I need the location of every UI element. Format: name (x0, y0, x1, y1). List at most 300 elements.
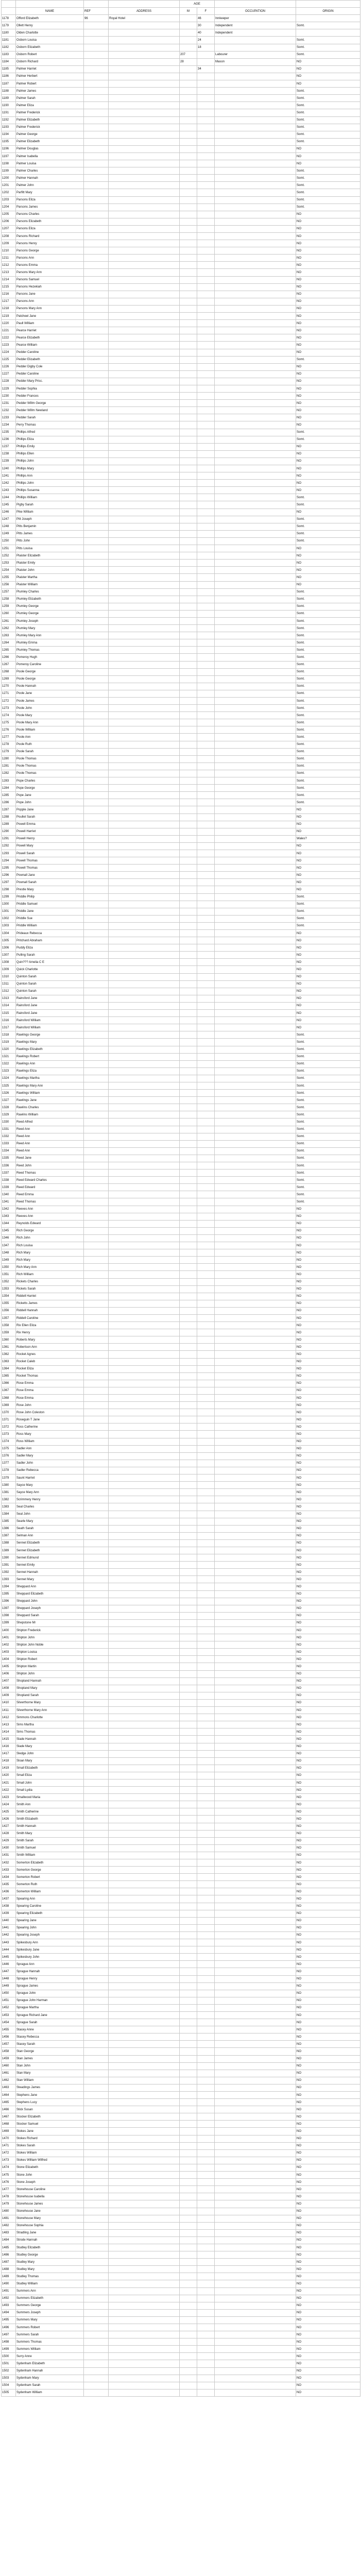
table-row (2, 1431, 360, 1438)
occupation-cell (215, 762, 296, 770)
name-cell: Sprague Richard Jane (16, 2011, 84, 2019)
origin-cell: NO (296, 1387, 360, 1394)
occupation-cell (215, 1198, 296, 1206)
origin-cell: NO (296, 1895, 360, 1903)
origin-cell: Somt. (296, 1126, 360, 1133)
address-cell (109, 857, 180, 865)
female-age-cell (197, 1750, 215, 1757)
male-age-cell (180, 668, 197, 675)
occupation-cell (215, 1852, 296, 1859)
address-cell (109, 1285, 180, 1293)
origin-cell: NO (296, 1801, 360, 1808)
origin-cell: NO (296, 1787, 360, 1794)
address-cell (109, 167, 180, 175)
row-id: 1262 (2, 625, 16, 632)
row-id: 1297 (2, 879, 16, 886)
table-row (2, 1372, 360, 1380)
address-cell (109, 922, 180, 929)
row-id: 1186 (2, 73, 16, 80)
occupation-cell (215, 647, 296, 654)
occupation-cell (215, 1395, 296, 1402)
row-id: 1213 (2, 269, 16, 276)
address-cell (109, 1634, 180, 1641)
table-row (2, 2106, 360, 2113)
male-age-cell (180, 617, 197, 624)
name-cell: Spearing John (16, 1924, 84, 1931)
male-age-cell (180, 1518, 197, 1525)
table-row (2, 262, 360, 269)
origin-cell: NO (296, 973, 360, 980)
ref-cell (84, 1844, 109, 1852)
occupation-cell (215, 2215, 296, 2222)
occupation-cell (215, 1619, 296, 1626)
male-age-cell (180, 647, 197, 654)
address-cell (109, 1569, 180, 1576)
name-cell: Stokes William (16, 2149, 84, 2157)
male-age-cell (180, 1997, 197, 2004)
origin-cell: NO (296, 2164, 360, 2171)
male-age-cell (180, 175, 197, 182)
female-age-cell (197, 2084, 215, 2091)
male-age-cell (180, 1692, 197, 1699)
female-age-cell (197, 2316, 215, 2324)
name-cell: Priddle Philip (16, 893, 84, 901)
occupation-cell (215, 596, 296, 603)
ref-cell (84, 2106, 109, 2113)
name-cell: Sennet Elizabeth (16, 1539, 84, 1547)
origin-cell: NO (296, 1271, 360, 1278)
row-id: 1412 (2, 1714, 16, 1721)
origin-cell: Somt. (296, 712, 360, 719)
row-id: 1275 (2, 719, 16, 726)
table-row (2, 1532, 360, 1539)
name-cell: Poole Mary (16, 712, 84, 719)
occupation-cell (215, 901, 296, 908)
address-cell (109, 1220, 180, 1227)
name-cell: Studley Elizabeth (16, 2244, 84, 2251)
name-cell: Plumley Joseph (16, 617, 84, 624)
origin-cell: NO (296, 334, 360, 342)
address-cell (109, 1808, 180, 1816)
name-cell: Rich George (16, 1227, 84, 1234)
table-row (2, 1699, 360, 1706)
table-row (2, 334, 360, 342)
address-cell (109, 726, 180, 734)
origin-cell: NO (296, 2273, 360, 2280)
ref-cell (84, 2077, 109, 2084)
origin-cell: NO (296, 2346, 360, 2353)
origin-cell: NO (296, 1554, 360, 1562)
name-cell: Phillips Ellen (16, 450, 84, 457)
name-cell: Parsons Jane (16, 291, 84, 298)
row-id: 1348 (2, 1249, 16, 1257)
male-age-cell (180, 734, 197, 741)
male-age-cell (180, 262, 197, 269)
occupation-cell (215, 1133, 296, 1140)
male-age-cell (180, 1155, 197, 1162)
male-age-cell (180, 952, 197, 959)
male-age-cell (180, 2338, 197, 2346)
name-cell: Sims Thomas (16, 1728, 84, 1736)
ref-cell (84, 1395, 109, 1402)
row-id: 1490 (2, 2280, 16, 2287)
name-cell: Palmer Harriet (16, 65, 84, 73)
row-id: 1421 (2, 1779, 16, 1786)
origin-cell: NO (296, 872, 360, 879)
ref-cell (84, 560, 109, 567)
name-cell: Pearce Harriet (16, 327, 84, 334)
name-cell: Rawlings Ann (16, 1060, 84, 1067)
address-cell (109, 879, 180, 886)
row-id: 1482 (2, 2222, 16, 2229)
male-age-cell (180, 2266, 197, 2273)
table-row (2, 821, 360, 828)
table-row (2, 1685, 360, 1692)
row-id: 1492 (2, 2295, 16, 2302)
occupation-cell (215, 1910, 296, 1917)
female-age-cell (197, 1917, 215, 1924)
ref-cell (84, 1554, 109, 1562)
ref-cell (84, 893, 109, 901)
row-id: 1484 (2, 2236, 16, 2244)
address-cell (109, 690, 180, 697)
table-row (2, 647, 360, 654)
female-age-cell (197, 1198, 215, 1206)
table-row (2, 1728, 360, 1736)
name-cell: Sprague John (16, 1990, 84, 1997)
ref-cell (84, 305, 109, 312)
ref-cell (84, 770, 109, 777)
name-cell: Steadings James (16, 2084, 84, 2091)
occupation-cell (215, 690, 296, 697)
table-row (2, 1612, 360, 1619)
origin-cell: Somt. (296, 1060, 360, 1067)
ref-cell (84, 1147, 109, 1155)
table-row (2, 225, 360, 232)
table-row (2, 523, 360, 530)
ref-cell (84, 1692, 109, 1699)
ref-cell (84, 116, 109, 124)
occupation-cell (215, 1285, 296, 1293)
name-cell: Plumley George (16, 610, 84, 617)
table-row (2, 1598, 360, 1605)
male-age-cell (180, 37, 197, 44)
table-row (2, 1300, 360, 1307)
male-age-cell (180, 2092, 197, 2099)
male-age-cell (180, 1539, 197, 1547)
origin-cell: Somt. (296, 690, 360, 697)
female-age-cell (197, 320, 215, 327)
ref-cell (84, 131, 109, 138)
ref-cell (84, 2259, 109, 2266)
ref-cell (84, 1344, 109, 1351)
address-cell (109, 457, 180, 465)
occupation-cell (215, 1249, 296, 1257)
table-row (2, 1046, 360, 1053)
female-age-cell (197, 1547, 215, 1554)
female-age-cell (197, 58, 215, 65)
female-age-cell (197, 1525, 215, 1532)
address-cell (109, 1714, 180, 1721)
row-id: 1254 (2, 567, 16, 574)
female-age-cell (197, 937, 215, 944)
origin-cell: NO (296, 2193, 360, 2200)
name-cell: Plaister Martha (16, 574, 84, 581)
male-age-cell (180, 443, 197, 450)
origin-cell: NO (296, 2251, 360, 2259)
male-age-cell (180, 211, 197, 218)
occupation-cell (215, 2026, 296, 2033)
address-cell (109, 1583, 180, 1590)
male-age-cell (180, 2236, 197, 2244)
occupation-cell (215, 567, 296, 574)
female-age-cell (197, 560, 215, 567)
address-cell (109, 51, 180, 58)
occupation-cell (215, 1525, 296, 1532)
male-age-cell (180, 1816, 197, 1823)
male-age-cell (180, 770, 197, 777)
table-row (2, 1482, 360, 1489)
row-id: 1495 (2, 2316, 16, 2324)
male-age-cell (180, 370, 197, 378)
occupation-cell (215, 2055, 296, 2062)
occupation-cell (215, 828, 296, 835)
name-cell: Phillips Alfred (16, 429, 84, 436)
table-row (2, 2324, 360, 2331)
female-age-cell (197, 189, 215, 196)
occupation-cell (215, 2164, 296, 2171)
row-id: 1387 (2, 1532, 16, 1539)
ref-cell (84, 1060, 109, 1067)
occupation-cell (215, 821, 296, 828)
occupation-cell (215, 269, 296, 276)
address-cell (109, 581, 180, 588)
row-id: 1253 (2, 560, 16, 567)
table-row (2, 29, 360, 37)
table-row (2, 1757, 360, 1765)
name-cell: Stone Joseph (16, 2179, 84, 2186)
origin-cell: Somt. (296, 1147, 360, 1155)
female-age-cell (197, 1234, 215, 1242)
table-row (2, 690, 360, 697)
occupation-cell (215, 385, 296, 392)
occupation-cell (215, 124, 296, 131)
female-age-cell (197, 196, 215, 204)
name-cell: Poole Ann (16, 734, 84, 741)
occupation-cell (215, 1220, 296, 1227)
male-age-cell (180, 1634, 197, 1641)
name-cell: Rocket Thomas (16, 1372, 84, 1380)
female-age-cell (197, 1968, 215, 1975)
row-id: 1316 (2, 1017, 16, 1024)
name-cell: Poole Ruth (16, 741, 84, 748)
male-age-cell (180, 1946, 197, 1954)
male-age-cell (180, 480, 197, 487)
row-id: 1413 (2, 1721, 16, 1728)
table-row (2, 51, 360, 58)
occupation-header: OCCUPATION (215, 8, 296, 15)
ref-cell (84, 1162, 109, 1170)
ref-cell (84, 1423, 109, 1431)
occupation-cell (215, 393, 296, 400)
address-cell (109, 1677, 180, 1685)
ref-cell (84, 698, 109, 705)
name-cell: Pedder Sarah (16, 414, 84, 421)
address-cell (109, 1402, 180, 1409)
row-id: 1331 (2, 1126, 16, 1133)
origin-cell: NO (296, 2077, 360, 2084)
address-cell (109, 2208, 180, 2215)
male-age-cell (180, 2331, 197, 2338)
name-cell: Rich William (16, 1271, 84, 1278)
female-age-cell (197, 625, 215, 632)
male-age-cell (180, 1677, 197, 1685)
row-id: 1432 (2, 1859, 16, 1867)
occupation-cell (215, 305, 296, 312)
male-age-cell (180, 2128, 197, 2135)
male-age-cell (180, 2142, 197, 2149)
male-age-cell (180, 2208, 197, 2215)
origin-cell: NO (296, 291, 360, 298)
male-age-cell (180, 741, 197, 748)
table-row (2, 799, 360, 806)
row-id: 1500 (2, 2353, 16, 2360)
table-row (2, 1503, 360, 1511)
female-age-cell (197, 1097, 215, 1104)
row-id: 1270 (2, 683, 16, 690)
origin-cell: Somt. (296, 1067, 360, 1075)
male-age-cell (180, 44, 197, 51)
female-age-cell (197, 741, 215, 748)
table-row (2, 145, 360, 152)
table-row (2, 1794, 360, 1801)
address-cell (109, 1794, 180, 1801)
row-id: 1306 (2, 944, 16, 952)
origin-cell: NO (296, 363, 360, 370)
female-age-cell (197, 2149, 215, 2157)
name-cell: Sadler John (16, 1460, 84, 1467)
female-age-cell (197, 668, 215, 675)
ref-cell (84, 2179, 109, 2186)
row-id: 1325 (2, 1082, 16, 1089)
male-age-cell (180, 1336, 197, 1344)
table-row (2, 240, 360, 247)
origin-cell: NO (296, 262, 360, 269)
name-cell: Stocker Samuel (16, 2121, 84, 2128)
age-header: AGE (180, 1, 215, 8)
row-id: 1315 (2, 1010, 16, 1017)
address-cell (109, 2382, 180, 2389)
row-id: 1349 (2, 1257, 16, 1264)
name-cell: Priddle Jane (16, 908, 84, 915)
male-age-cell: 207 (180, 51, 197, 58)
ref-cell (84, 523, 109, 530)
name-cell: Seath Sarah (16, 1525, 84, 1532)
ref-cell (84, 937, 109, 944)
name-cell: Rose John Coleston (16, 1409, 84, 1416)
name-cell: Parsons Eliza (16, 225, 84, 232)
ref-cell (84, 2251, 109, 2259)
ref-cell (84, 2092, 109, 2099)
female-age-cell (197, 487, 215, 494)
occupation-cell (215, 1329, 296, 1336)
address-cell (109, 1605, 180, 1612)
origin-cell: NO (296, 1888, 360, 1895)
ref-cell (84, 545, 109, 552)
female-age-cell (197, 545, 215, 552)
male-age-cell (180, 2229, 197, 2236)
table-row (2, 712, 360, 719)
female-age-cell (197, 2382, 215, 2389)
address-cell (109, 2033, 180, 2041)
address-cell (109, 872, 180, 879)
occupation-cell (215, 1576, 296, 1583)
origin-cell: NO (296, 218, 360, 225)
occupation-cell: Labourer (215, 51, 296, 58)
male-age-cell (180, 2106, 197, 2113)
occupation-cell (215, 2353, 296, 2360)
name-cell: Poullet Sarah (16, 814, 84, 821)
origin-cell: Somt. (296, 741, 360, 748)
table-row (2, 1954, 360, 1961)
origin-cell: Somt. (296, 109, 360, 116)
ref-cell (84, 995, 109, 1002)
male-age-cell (180, 1649, 197, 1656)
origin-cell: NO (296, 509, 360, 516)
origin-cell: Somt. (296, 719, 360, 726)
female-age-cell (197, 247, 215, 255)
row-id: 1265 (2, 647, 16, 654)
row-id: 1409 (2, 1692, 16, 1699)
name-cell: Shipton Frederick (16, 1627, 84, 1634)
male-age-cell (180, 785, 197, 792)
occupation-cell (215, 2229, 296, 2236)
male-age-cell (180, 1053, 197, 1060)
table-row (2, 1358, 360, 1365)
table-row (2, 2251, 360, 2259)
occupation-cell (215, 1859, 296, 1867)
male-age-cell (180, 509, 197, 516)
male-age-cell (180, 1576, 197, 1583)
ref-cell (84, 530, 109, 537)
ref-cell (84, 1569, 109, 1576)
address-cell (109, 1002, 180, 1009)
name-cell: Summers Joseph (16, 2309, 84, 2316)
row-id: 1196 (2, 145, 16, 152)
row-id: 1269 (2, 675, 16, 683)
table-row (2, 734, 360, 741)
origin-cell: NO (296, 1569, 360, 1576)
table-row (2, 1917, 360, 1924)
address-cell (109, 1017, 180, 1024)
row-id: 1201 (2, 182, 16, 189)
female-age-cell (197, 1402, 215, 1409)
table-row (2, 2033, 360, 2041)
female-age-cell (197, 2287, 215, 2295)
female-age-cell (197, 2259, 215, 2266)
row-id: 1407 (2, 1677, 16, 1685)
occupation-cell (215, 1554, 296, 1562)
name-cell: Puddy Eliza (16, 944, 84, 952)
origin-cell: NO (296, 1707, 360, 1714)
ref-cell (84, 654, 109, 661)
row-id: 1324 (2, 1075, 16, 1082)
name-cell: Rose John (16, 1402, 84, 1409)
ref-cell (84, 145, 109, 152)
female-age-cell (197, 1271, 215, 1278)
ref-cell (84, 966, 109, 973)
male-age-cell (180, 1961, 197, 1968)
